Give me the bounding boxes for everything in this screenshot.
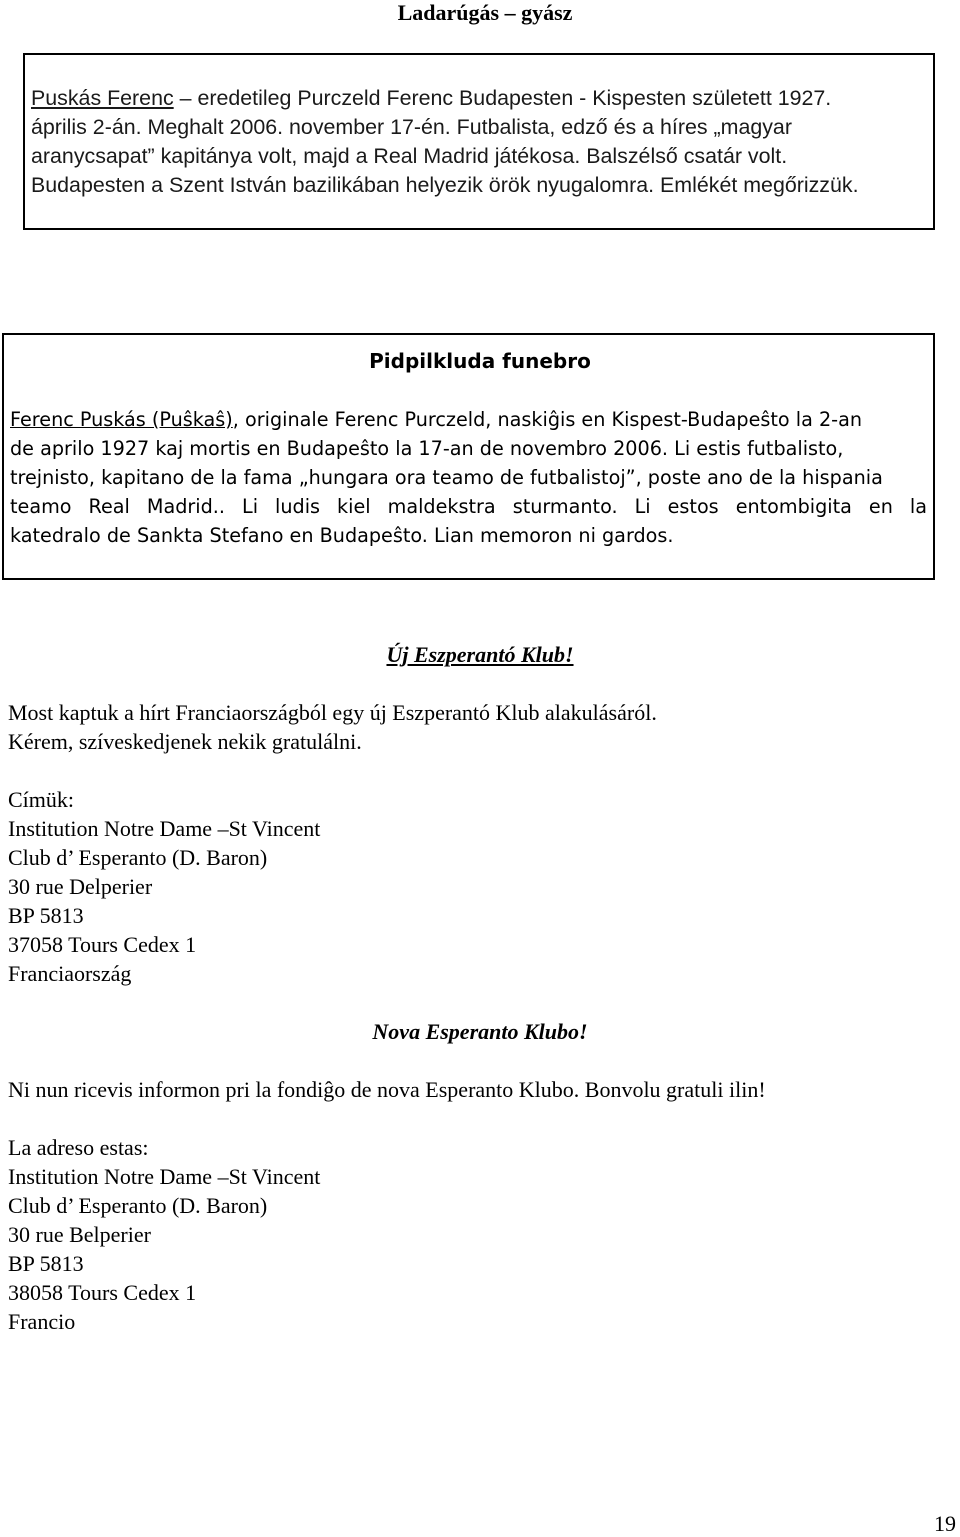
eo-club-address-label: La adreso estas: [8,1135,149,1160]
eo-line-3: trejnisto, kapitano de la fama „hungara ora teamo de futbalistoj”, poste ano de la hispania [10,466,883,489]
hu-line-2: április 2-án. Meghalt 2006. november 17-én. Futbalista, edző és a híres „magyar [31,115,792,139]
hu-line-1 [31,86,831,111]
eo-club-title: Nova Esperanto Klubo! [372,1019,588,1044]
page-title-hungarian: Ladarúgás – gyász [397,0,573,25]
eo-address-line: Francio [8,1309,76,1334]
eo-club-p1: Ni nun ricevis informon pri la fondiĝo de nova Esperanto Klubo. Bonvolu gratuli ilin! [8,1077,766,1102]
hu-address-line: 37058 Tours Cedex 1 [8,932,197,957]
hu-address-line: Institution Notre Dame –St Vincent [8,816,321,841]
hu-line-1-rest: – eredetileg Purczeld Ferenc Budapesten - Kispesten született 1927. [173,86,832,110]
eo-line-2: de aprilo 1927 kaj mortis en Budapeŝto la 17-an de novembro 2006. Li estis futbalisto, [10,437,844,460]
puskas-link[interactable]: Puskás Ferenc [31,86,174,110]
hu-club-p2: Kérem, szíveskedjenek nekik gratulálni. [8,729,362,754]
eo-address-line: 30 rue Belperier [8,1222,151,1247]
eo-line-4: teamo Real Madrid.. Li ludis kiel maldekstra sturmanto. Li estos entombigita en la [10,495,927,518]
esperanto-obituary-title: Pidpilkluda funebro [369,349,591,373]
eo-address-line: Institution Notre Dame –St Vincent [8,1164,321,1189]
puskas-eo-link[interactable]: Ferenc Puskás (Puŝkaŝ) [10,408,233,431]
page-number: 19 [934,1511,956,1536]
eo-line-1-rest: , originale Ferenc Purczeld, naskiĝis en Kispest-Budapeŝto la 2-an [232,408,862,431]
hu-line-3: aranycsapat” kapitánya volt, majd a Real Madrid játékosa. Balszélső csatár volt. [31,144,788,168]
hu-address-line: 30 rue Delperier [8,874,153,899]
eo-address-line: 38058 Tours Cedex 1 [8,1280,197,1305]
hu-address-line: Franciaország [8,961,132,986]
eo-address-line: Club d’ Esperanto (D. Baron) [8,1193,268,1218]
hu-club-address-label: Címük: [8,787,75,812]
eo-line-5: katedralo de Sankta Stefano en Budapeŝto. Lian memoron ni gardos. [10,524,674,547]
hu-line-4: Budapesten a Szent István bazilikában helyezik örök nyugalomra. Emlékét megőrizzük. [31,173,859,197]
eo-address-line: BP 5813 [8,1251,84,1276]
eo-line-1 [10,408,862,431]
hu-club-p1: Most kaptuk a hírt Franciaországból egy új Eszperantó Klub alakulásáról. [8,700,657,725]
hu-club-title: Új Eszperantó Klub! [386,642,574,667]
hu-address-line: BP 5813 [8,903,84,928]
hungarian-obituary-box [23,53,935,230]
hu-address-line: Club d’ Esperanto (D. Baron) [8,845,268,870]
